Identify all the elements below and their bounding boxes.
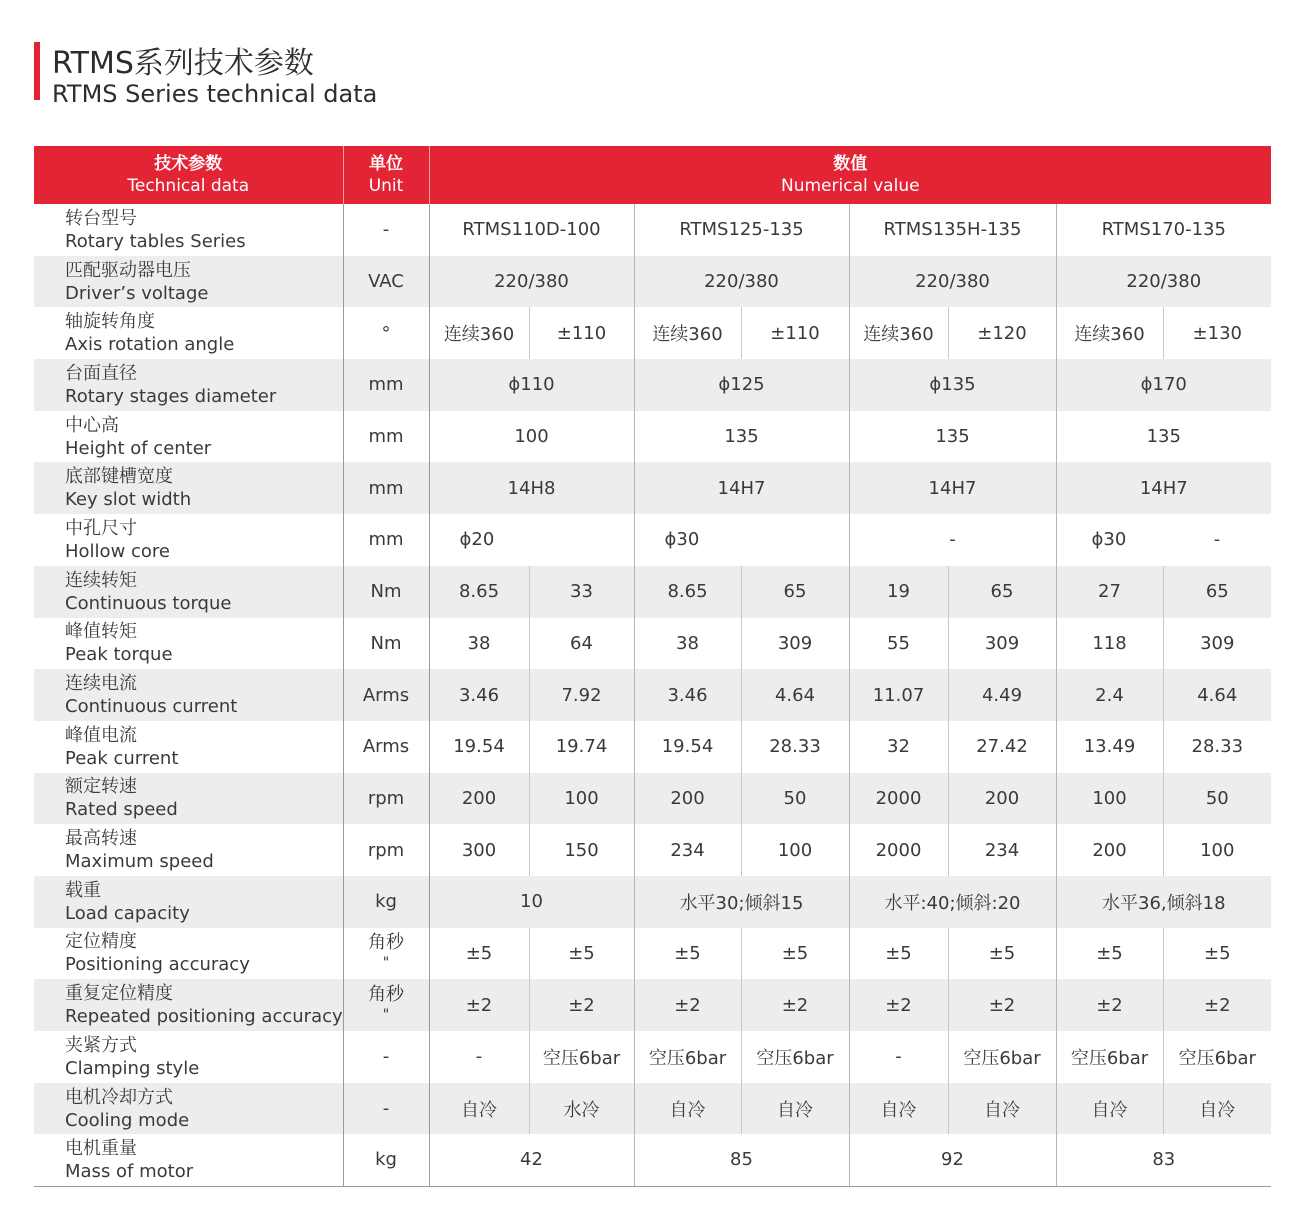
value-cell: 水平36,倾斜18 [1056,876,1271,928]
value-cell: 55 [849,618,948,670]
param-name-en: Rotary stages diameter [65,385,277,407]
param-name-cn: 最高转速 [65,828,137,850]
value-cell: 50 [1163,773,1271,825]
param-name-cn: 载重 [65,879,101,901]
table-row [34,1083,1271,1135]
param-name-en: Maximum speed [65,851,214,873]
table-row [34,359,1271,411]
value-cell: 220/380 [634,256,849,308]
value-cell: 100 [529,773,634,825]
value-cell: 100 [1163,824,1271,876]
value-cell: 28.33 [1163,721,1271,773]
value-cell: 200 [948,773,1056,825]
table-row [34,566,1271,618]
value-cell: 空压6bar [634,1031,741,1083]
unit-cell: rpm [343,824,429,876]
value-cell: ±2 [529,979,634,1031]
value-cell: 309 [741,618,849,670]
value-cell: - [849,1031,948,1083]
unit-cell: Arms [343,721,429,773]
param-label [34,204,343,256]
param-name-en: Axis rotation angle [65,334,235,356]
param-name-cn: 峰值电流 [65,724,137,746]
unit-cell: VAC [343,256,429,308]
value-cell: 100 [741,824,849,876]
header-param: 技术参数 Technical data [34,146,343,204]
param-name-cn: 中心高 [65,414,119,436]
value-cell: 220/380 [429,256,634,308]
param-name-en: Continuous current [65,696,238,718]
table-row [34,773,1271,825]
param-label [34,1031,343,1083]
value-cell: RTMS170-135 [1056,204,1271,256]
value-cell: 100 [514,426,549,448]
value-cell: ±2 [429,979,529,1031]
unit-cell: - [343,204,429,256]
value-cell: 135 [634,411,849,463]
param-name-cn: 夹紧方式 [65,1034,137,1056]
value-cell: - [1213,529,1221,551]
unit-cell: 角秒 " [343,979,429,1031]
param-name-en: Height of center [65,437,212,459]
value-cell: 自冷 [429,1083,529,1135]
value-cell: 空压6bar [1163,1031,1271,1083]
value-cell: 10 [429,876,634,928]
value-cell: 19.74 [529,721,634,773]
value-cell: ±2 [1056,979,1163,1031]
unit-cell: kg [343,1134,429,1186]
param-name-en: Repeated positioning accuracy [65,1006,343,1028]
value-cell: 118 [1056,618,1163,670]
value-cell: ±2 [849,979,948,1031]
unit-cell: - [343,1083,429,1135]
value-cell: 14H7 [634,462,849,514]
table-row [34,928,1271,980]
value-cell: 4.64 [1163,669,1271,721]
unit-cell: ° [343,307,429,359]
param-label [34,411,343,463]
param-name-en: Mass of motor [65,1160,194,1182]
table-row [34,979,1271,1031]
value-cell: ±5 [1056,928,1163,980]
value-cell: 309 [948,618,1056,670]
value-cell: - [475,1046,483,1068]
value-cell: ±2 [634,979,741,1031]
param-name-cn: 台面直径 [65,362,137,384]
value-cell: 连续360 [634,307,741,359]
value-cell: ϕ125 [634,359,849,411]
value-cell: 14H7 [849,462,1056,514]
value-cell: ±120 [948,307,1056,359]
param-name-cn: 轴旋转角度 [65,311,155,333]
param-label [34,824,343,876]
value-cell: RTMS125-135 [634,204,849,256]
value-cell: 自冷 [634,1083,741,1135]
param-label [34,462,343,514]
value-cell: 200 [429,773,529,825]
value-cell: 3.46 [429,669,529,721]
header-unit: 单位 Unit [343,146,429,204]
table-row [34,669,1271,721]
unit-cell: mm [343,359,429,411]
param-label [34,721,343,773]
value-cell: 135 [849,411,1056,463]
param-name-en: Key slot width [65,489,192,511]
value-cell: ϕ30 [634,514,849,566]
table-row [34,876,1271,928]
value-cell: 2.4 [1056,669,1163,721]
param-name-en: Rated speed [65,799,178,821]
param-label [34,618,343,670]
param-name-en: Driver’s voltage [65,282,209,304]
param-name-cn: 连续转矩 [65,569,137,591]
value-cell: 85 [634,1134,849,1186]
value-cell: 水平30;倾斜15 [634,876,849,928]
param-name-cn: 转台型号 [65,207,137,229]
unit-cell: mm [343,462,429,514]
unit-cell: Arms [343,669,429,721]
param-name-cn: 匹配驱动器电压 [65,259,191,281]
value-cell: 11.07 [849,669,948,721]
table-row [34,721,1271,773]
unit-cell: Nm [343,566,429,618]
param-name-en: Clamping style [65,1057,200,1079]
table-row [34,824,1271,876]
value-cell: 92 [849,1134,1056,1186]
table-row [34,1134,1271,1186]
param-name-cn: 电机冷却方式 [65,1086,173,1108]
value-cell: ±5 [529,928,634,980]
param-label [34,256,343,308]
value-cell: 309 [1163,618,1271,670]
param-name-en: Load capacity [65,902,190,924]
value-cell: 220/380 [1056,256,1271,308]
unit-cell: mm [343,411,429,463]
value-cell: ϕ20 [459,529,495,551]
param-label [34,928,343,980]
value-cell: ±5 [741,928,849,980]
value-cell: 150 [529,824,634,876]
value-cell: 13.49 [1056,721,1163,773]
value-cell: 19 [849,566,948,618]
param-name-en: Positioning accuracy [65,954,250,976]
table-header [34,146,1271,204]
value-cell: 2000 [849,773,948,825]
value-cell: 自冷 [849,1083,948,1135]
value-cell: 自冷 [948,1083,1056,1135]
unit-cell: - [343,1031,429,1083]
value-cell: 3.46 [634,669,741,721]
param-label [34,1083,343,1135]
table-row [34,307,1271,359]
value-cell: 200 [1056,824,1163,876]
unit-cell: 角秒 " [343,928,429,980]
value-cell: 4.49 [948,669,1056,721]
table-row [34,204,1271,256]
value-cell: 38 [634,618,741,670]
table-row [34,462,1271,514]
header-value: 数值 Numerical value [429,146,1271,204]
value-cell: 135 [1056,411,1271,463]
value-cell: ±5 [948,928,1056,980]
value-cell: ϕ110 [429,359,634,411]
value-cell: 连续360 [1056,307,1163,359]
param-label [34,669,343,721]
param-name-cn: 重复定位精度 [65,983,173,1005]
value-cell: 220/380 [849,256,1056,308]
param-label [34,773,343,825]
unit-cell: Nm [343,618,429,670]
value-cell: 8.65 [634,566,741,618]
value-cell: 自冷 [741,1083,849,1135]
param-name-cn: 峰值转矩 [65,621,137,643]
param-label [34,1134,343,1186]
value-cell: ±5 [849,928,948,980]
value-cell: 4.64 [741,669,849,721]
param-name-en: Cooling mode [65,1109,190,1131]
table-row [34,1031,1271,1083]
value-cell: 连续360 [443,324,515,346]
value-cell: 42 [429,1134,634,1186]
value-cell: 7.92 [529,669,634,721]
value-cell: ±2 [948,979,1056,1031]
value-cell: ±2 [741,979,849,1031]
value-cell: - [849,514,1056,566]
value-cell: 27 [1056,566,1163,618]
value-cell: 连续360 [849,307,948,359]
value-cell: ±110 [529,307,634,359]
value-cell: 空压6bar [948,1031,1056,1083]
value-cell: 234 [634,824,741,876]
table-row [34,411,1271,463]
value-cell: ϕ135 [849,359,1056,411]
value-cell: 28.33 [741,721,849,773]
unit-cell: rpm [343,773,429,825]
param-name-en: Continuous torque [65,592,232,614]
value-cell: 19.54 [453,736,505,758]
value-cell: 234 [948,824,1056,876]
value-cell: 8.65 [429,566,529,618]
value-cell: 65 [948,566,1056,618]
value-cell: 38 [467,632,491,654]
value-cell: 300 [461,839,497,861]
value-cell: ϕ30 [1056,514,1163,566]
table-row [34,618,1271,670]
param-name-en: Peak torque [65,644,173,666]
param-name-cn: 电机重量 [65,1137,137,1159]
value-cell: ±130 [1163,307,1271,359]
value-cell: 空压6bar [1056,1031,1163,1083]
value-cell: 50 [741,773,849,825]
value-cell: 65 [1163,566,1271,618]
param-name-en: Rotary tables Series [65,230,246,252]
value-cell: 32 [849,721,948,773]
param-name-cn: 定位精度 [65,931,137,953]
value-cell: 200 [634,773,741,825]
value-cell: 65 [741,566,849,618]
param-label [34,514,343,566]
value-cell: ±5 [634,928,741,980]
param-name-cn: 连续电流 [65,673,137,695]
value-cell: 自冷 [1163,1083,1271,1135]
title-accent-bar [34,42,40,100]
value-cell: 64 [529,618,634,670]
param-name-en: Peak current [65,747,179,769]
value-cell: 空压6bar [741,1031,849,1083]
value-cell: 2000 [849,824,948,876]
value-cell: 33 [529,566,634,618]
param-label [34,359,343,411]
page-title: RTMS系列技术参数 [52,46,314,81]
value-cell: 14H8 [429,462,634,514]
value-cell: ±5 [1163,928,1271,980]
param-name-cn: 底部键槽宽度 [65,466,173,488]
param-name-cn: 中孔尺寸 [65,517,137,539]
spec-table [34,146,1271,1187]
unit-cell: mm [343,514,429,566]
value-cell: 27.42 [948,721,1056,773]
param-label [34,979,343,1031]
param-name-cn: 额定转速 [65,776,137,798]
value-cell: 83 [1056,1134,1271,1186]
param-label [34,876,343,928]
table-row [34,514,1271,566]
value-cell: ±110 [741,307,849,359]
value-cell: 水冷 [529,1083,634,1135]
value-cell: 14H7 [1056,462,1271,514]
value-cell: ϕ170 [1056,359,1271,411]
value-cell: 自冷 [1056,1083,1163,1135]
table-row [34,256,1271,308]
value-cell: 100 [1056,773,1163,825]
page-subtitle: RTMS Series technical data [52,80,378,108]
value-cell: 空压6bar [529,1031,634,1083]
unit-cell: kg [343,876,429,928]
param-label [34,566,343,618]
value-cell: 水平:40;倾斜:20 [849,876,1056,928]
value-cell: RTMS135H-135 [849,204,1056,256]
value-cell: ±2 [1163,979,1271,1031]
value-cell: 19.54 [634,721,741,773]
param-label [34,307,343,359]
value-cell: ±5 [465,942,493,964]
param-name-en: Hollow core [65,540,170,562]
value-cell: RTMS110D-100 [462,219,601,241]
